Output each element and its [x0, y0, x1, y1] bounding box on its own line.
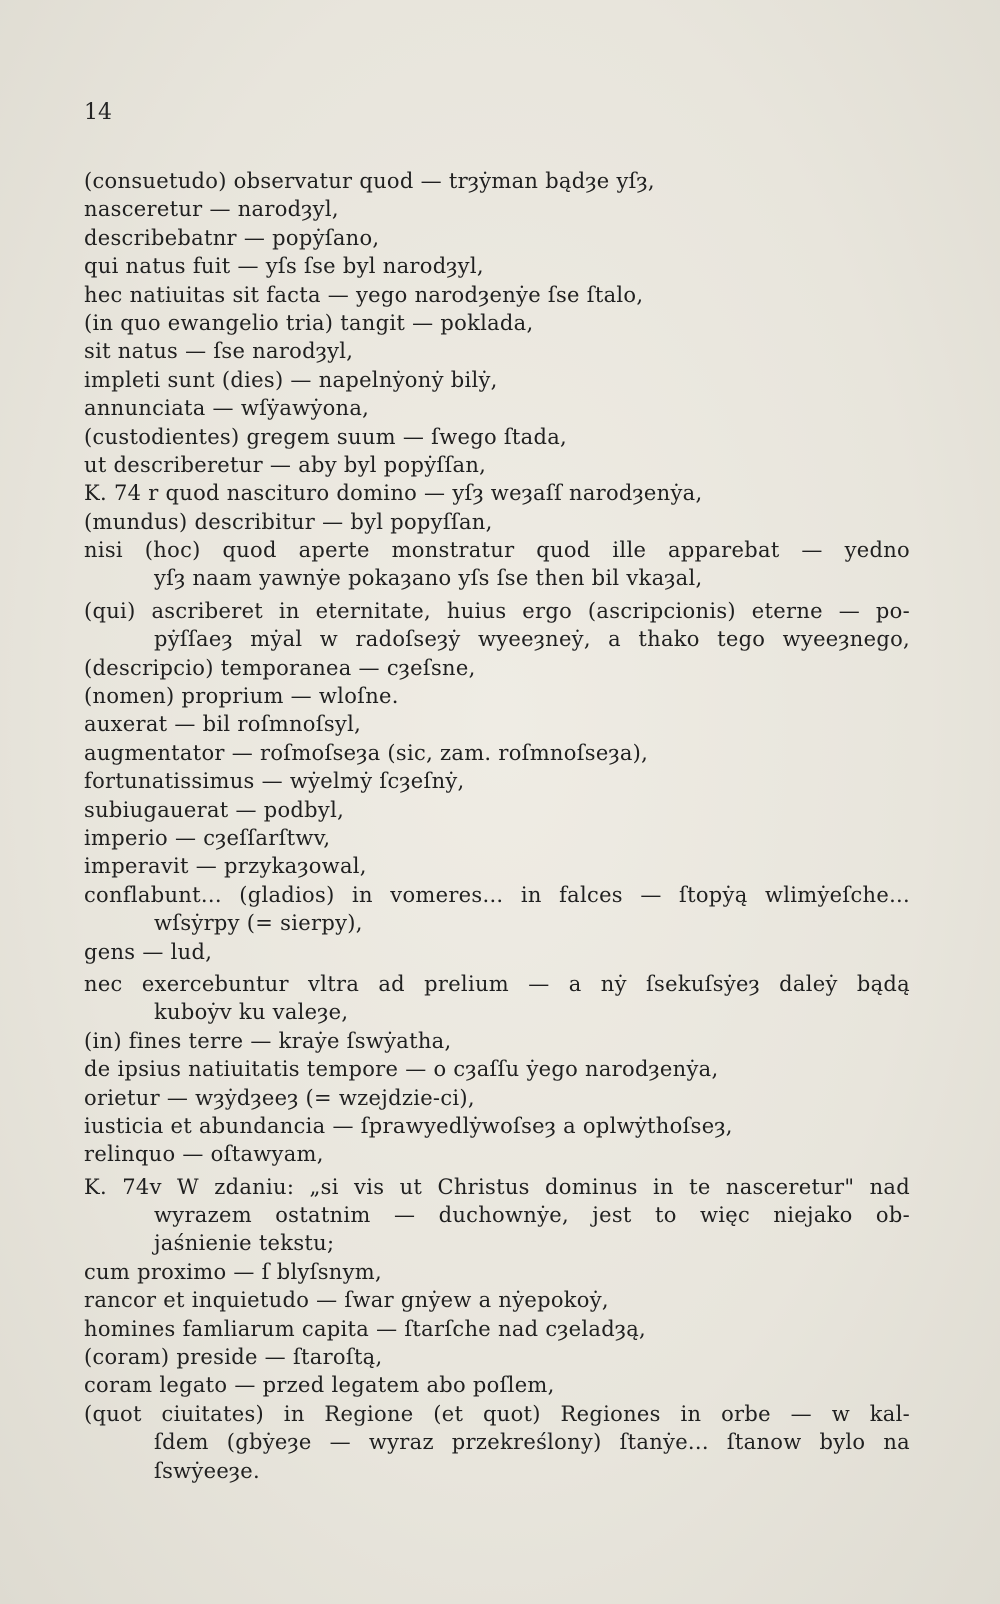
text-line: (nomen) proprium — wloſne. — [84, 684, 399, 709]
text-line-indented: ſdem (gbẏeȝe — wyraz przekreślony) ſtanẏe... ſtanow bylo na — [154, 1430, 910, 1455]
text-line-indented: pẏſſaeȝ mẏal w radoſseȝẏ wyeeȝneẏ, a thako tego wyeeȝnego, — [154, 627, 910, 652]
text-line: describebatnr — popẏſano, — [84, 225, 380, 250]
text-line-indented: wyrazem ostatnim — duchownẏe, jest to więc niejako ob- — [154, 1203, 910, 1228]
text-line-indented: wſsẏrpy (= sierpy), — [154, 911, 363, 936]
text-line-indented: yſȝ naam yawnẏe pokaȝano yſs ſse then bil vkaȝal, — [154, 566, 703, 591]
text-line: rancor et inquietudo — ſwar gnẏew a nẏepokoẏ, — [84, 1288, 609, 1313]
text-line: (descripcio) temporanea — cȝeſsne, — [84, 655, 476, 680]
text-line: gens — lud, — [84, 939, 213, 964]
text-line: sit natus — ſse narodȝyl, — [84, 339, 354, 364]
text-line: ut describeretur — aby byl popẏſſan, — [84, 452, 487, 477]
text-line: K. 74 r quod nascituro domino — yſȝ weȝaſſ narodȝenẏa, — [84, 481, 703, 506]
text-line: (qui) ascriberet in eternitate, huius ergo (ascripcionis) eterne — po- — [84, 598, 910, 623]
text-line: iusticia et abundancia — ſprawyedlẏwoſseȝ a oplwẏthoſseȝ, — [84, 1113, 733, 1138]
text-line: (consuetudo) observatur quod — trȝẏman bądȝe yſȝ, — [84, 169, 655, 193]
text-line: (custodientes) gregem suum — ſwego ſtada, — [84, 424, 568, 449]
text-line: impleti sunt (dies) — napelnẏonẏ bilẏ, — [84, 367, 498, 392]
text-line: imperio — cȝeſſarſtwv, — [84, 825, 331, 850]
text-line: imperavit — przykaȝowal, — [84, 854, 367, 879]
text-line: subiugauerat — podbyl, — [84, 797, 345, 822]
text-line: (quot ciuitates) in Regione (et quot) Regiones in orbe — w kal- — [84, 1401, 910, 1426]
text-line: (in quo ewangelio tria) tangit — poklada, — [84, 310, 534, 335]
text-line: nisi (hoc) quod aperte monstratur quod ille apparebat — yedno — [84, 538, 910, 563]
text-line: K. 74v W zdaniu: „si vis ut Christus dominus in te nasceretur" nad — [84, 1174, 910, 1199]
page-number: 14 — [84, 100, 112, 125]
text-line: de ipsius natiuitatis tempore — o cȝaſſu ẏego narodȝenẏa, — [84, 1057, 719, 1082]
text-line: relinquo — oſtawyam, — [84, 1142, 324, 1167]
text-line: qui natus fuit — yſs ſse byl narodȝyl, — [84, 254, 484, 279]
text-line: (coram) preside — ſtaroſtą, — [84, 1345, 383, 1370]
text-line: hec natiuitas sit facta — yego narodȝenẏe ſse ſtalo, — [84, 282, 644, 307]
text-line: nasceretur — narodȝyl, — [84, 197, 339, 222]
text-body — [84, 167, 910, 1485]
text-line: homines famliarum capita — ſtarſche nad cȝeladȝą, — [84, 1316, 647, 1341]
text-line-indented: ſswẏeeȝe. — [154, 1458, 260, 1483]
text-line: orietur — wȝẏdȝeeȝ (= wzejdzie-ci), — [84, 1085, 475, 1110]
text-line: fortunatissimus — wẏelmẏ ſcȝeſnẏ, — [84, 769, 465, 794]
text-line-indented: kuboẏv ku valeȝe, — [154, 1000, 349, 1025]
text-line: cum proximo — ſ blyſsnym, — [84, 1259, 382, 1284]
text-line-indented: jaśnienie tekstu; — [154, 1231, 335, 1256]
text-line: (in) fines terre — kraẏe ſswẏatha, — [84, 1028, 452, 1053]
text-line: coram legato — przed legatem abo poſlem, — [84, 1373, 555, 1398]
text-line: conflabunt... (gladios) in vomeres... in falces — ſtopẏą wlimẏeſche... — [84, 882, 910, 907]
text-line: (mundus) describitur — byl popyſſan, — [84, 509, 493, 534]
text-line: auxerat — bil roſmnoſsyl, — [84, 712, 362, 737]
text-line: annunciata — wſẏawẏona, — [84, 396, 370, 421]
text-line: nec exercebuntur vltra ad prelium — a nẏ ſsekuſsẏeȝ daleẏ bądą — [84, 971, 910, 996]
text-line: augmentator — roſmoſseȝa (sic, zam. roſmnoſseȝa), — [84, 740, 649, 765]
